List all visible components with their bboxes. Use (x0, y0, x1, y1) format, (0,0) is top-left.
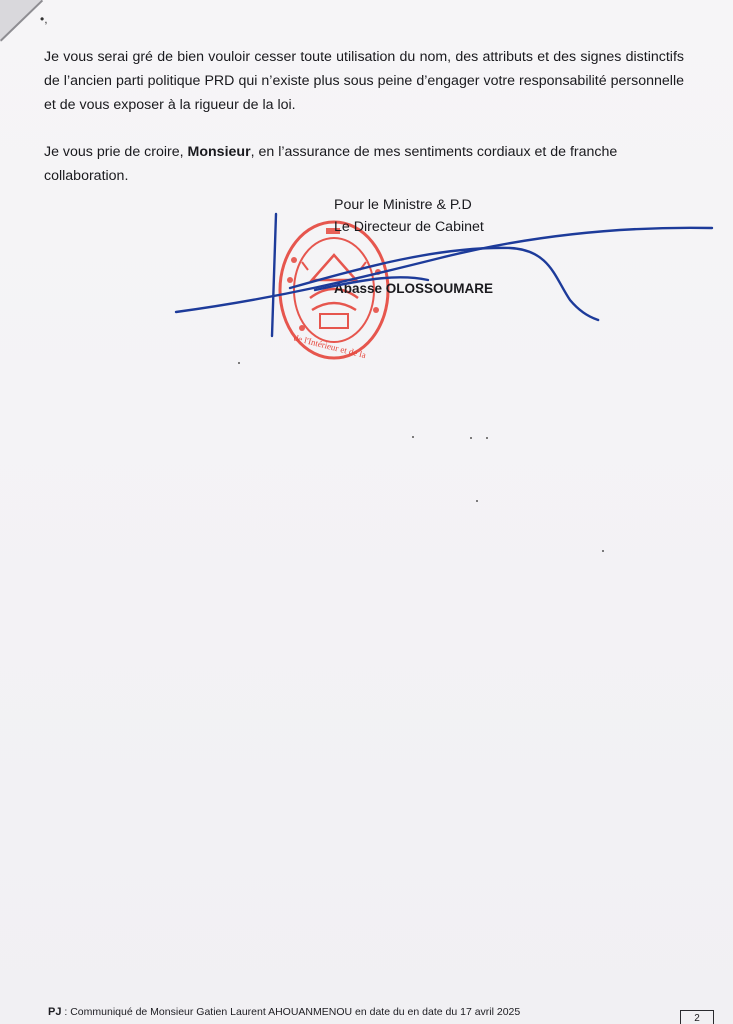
page-number: 2 (680, 1010, 714, 1024)
salutation-addressee: Monsieur (187, 144, 251, 160)
closing-paragraph: Je vous serai gré de bien vouloir cesser toute utilisation du nom, des attributs et des signes distinctifs de l’ancien parti politique PRD qui n’existe plus sous peine d’engager votre responsabilité personnelle et de vous exposer à la rigueur de la loi. (44, 49, 684, 113)
salutation-end: , en l’assurance de mes sentiments cordiaux et de franche collaboration. (44, 144, 618, 184)
signature-title-1: Pour le Ministre & P.D (334, 197, 472, 213)
stamp-text: de l'Intérieur et de la (292, 332, 368, 361)
handwritten-signature (160, 208, 720, 338)
signature-title-2: Le Directeur de Cabinet (334, 219, 484, 235)
salutation-paragraph (44, 140, 684, 188)
ink-mark: •, (40, 12, 48, 26)
salutation-start: Je vous prie de croire, (44, 144, 188, 160)
attachment-label: PJ (48, 1006, 62, 1018)
attachment-footnote (48, 1006, 520, 1018)
attachment-text: : Communiqué de Monsieur Gatien Laurent AHOUANMENOU en date du en date du 17 avril 2025 (61, 1006, 521, 1018)
signatory-name: Abasse OLOSSOUMARE (334, 281, 494, 296)
